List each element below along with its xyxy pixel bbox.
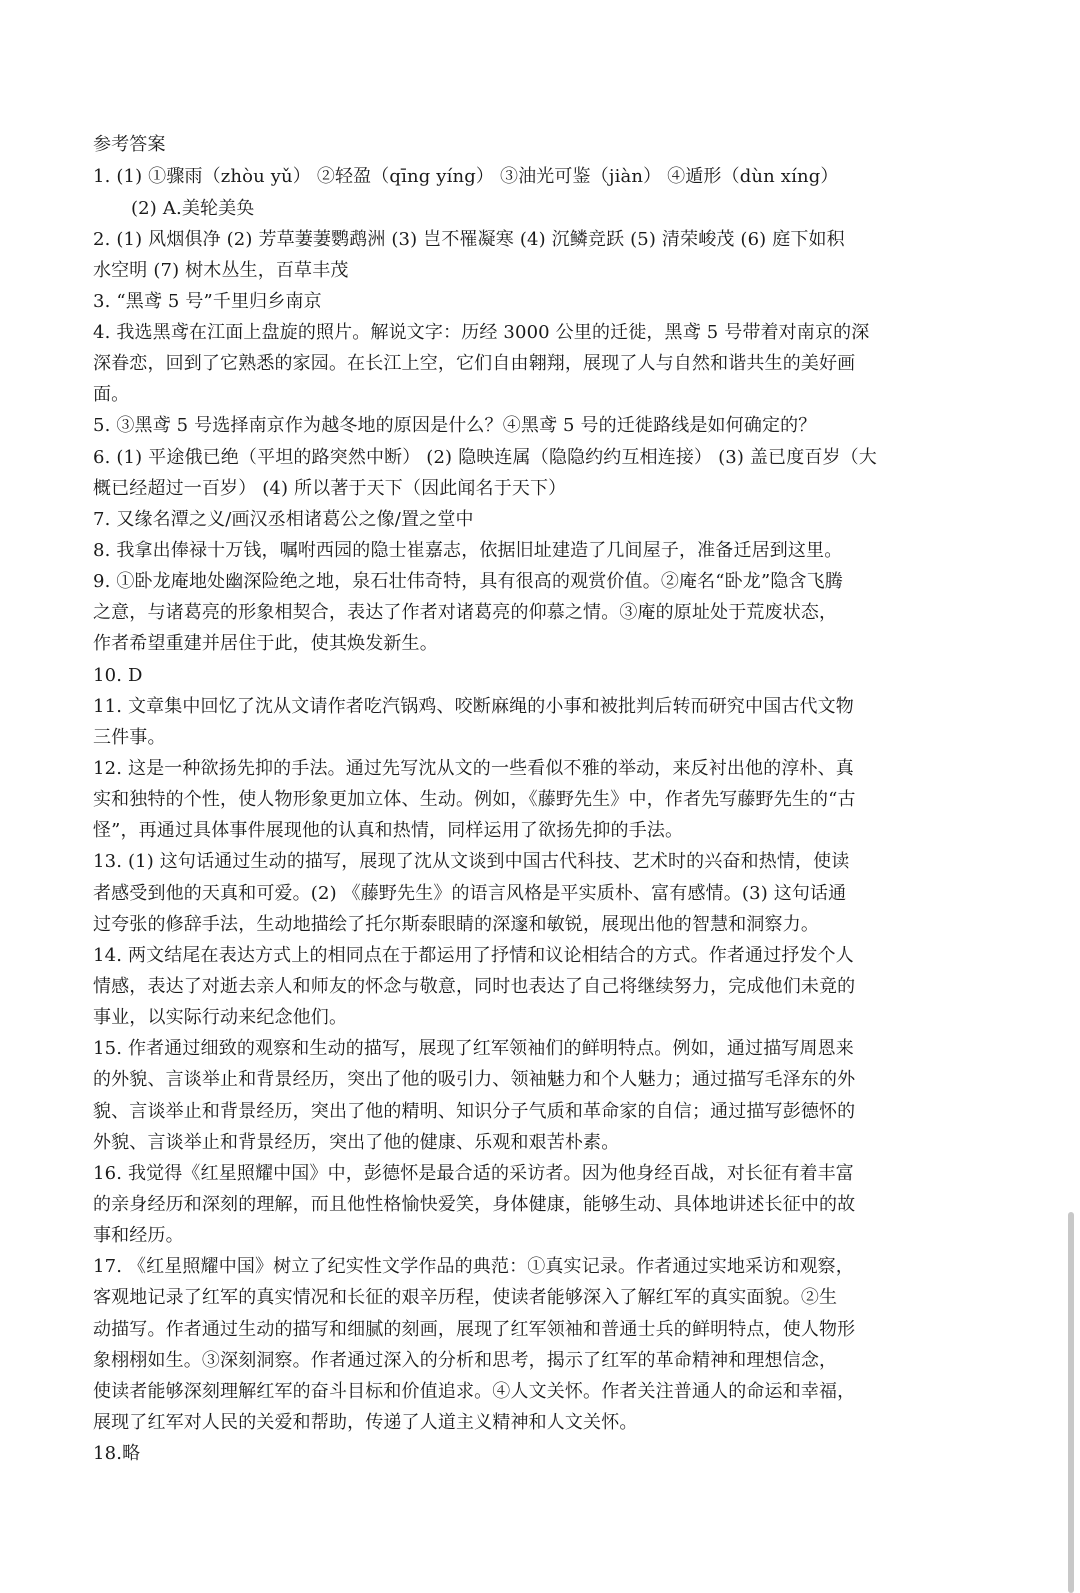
answer-line: (2) A.美轮美奂 [131, 198, 255, 219]
document-title: 参考答案 [93, 134, 166, 155]
answer-line: 的外貌、言谈举止和背景经历，突出了他的吸引力、领袖魅力和个人魅力；通过描写毛泽东的外 [93, 1069, 856, 1090]
answer-line: 动描写。作者通过生动的描写和细腻的刻画，展现了红军领袖和普通士兵的鲜明特点，使人物形 [93, 1319, 856, 1340]
answer-line: 14. 两文结尾在表达方式上的相同点在于都运用了抒情和议论相结合的方式。作者通过抒发个人 [93, 945, 854, 966]
answer-line: 使读者能够深刻理解红军的奋斗目标和价值追求。④人文关怀。作者关注普通人的命运和幸福， [93, 1381, 856, 1402]
answer-line: 15. 作者通过细致的观察和生动的描写，展现了红军领袖们的鲜明特点。例如，通过描写周恩来 [93, 1038, 854, 1059]
answer-line: 情感，表达了对逝去亲人和师友的怀念与敬意，同时也表达了自己将继续努力，完成他们未竟的 [93, 976, 856, 997]
answer-line: 象栩栩如生。③深刻洞察。作者通过深入的分析和思考，揭示了红军的革命精神和理想信念， [93, 1350, 838, 1371]
answer-line: 18.略 [93, 1443, 141, 1464]
answer-line: 2. (1) 风烟俱净 (2) 芳草萋萋鹦鹉洲 (3) 岂不罹凝寒 (4) 沉鳞竞跃 (5) 清荣峻茂 (6) 庭下如积 [93, 229, 845, 250]
answer-line: 17. 《红星照耀中国》树立了纪实性文学作品的典范：①真实记录。作者通过实地采访和观察， [93, 1256, 854, 1277]
answer-line: 深眷恋，回到了它熟悉的家园。在长江上空，它们自由翱翔，展现了人与自然和谐共生的美好画 [93, 353, 856, 374]
answer-line: 概已经超过一百岁） (4) 所以著于天下（因此闻名于天下） [93, 478, 567, 499]
answer-line: 8. 我拿出俸禄十万钱，嘱咐西园的隐士崔嘉志，依据旧址建造了几间屋子，准备迁居到这里。 [93, 540, 843, 561]
answer-line: 客观地记录了红军的真实情况和长征的艰辛历程，使读者能够深入了解红军的真实面貌。②生 [93, 1287, 838, 1308]
answer-line: 4. 我选黑鸢在江面上盘旋的照片。解说文字：历经 3000 公里的迁徙，黑鸢 5 号带着对南京的深 [93, 322, 870, 343]
answer-line: 1. (1) ①骤雨（zhòu yǔ） ②轻盈（qīng yíng） ③油光可鉴（jiàn） ④遁形（dùn xíng） [93, 166, 839, 187]
answer-line: 事业，以实际行动来纪念他们。 [93, 1007, 348, 1028]
answer-line: 16. 我觉得《红星照耀中国》中，彭德怀是最合适的采访者。因为他身经百战，对长征有着丰富 [93, 1163, 854, 1184]
answer-line: 12. 这是一种欲扬先抑的手法。通过先写沈从文的一些看似不雅的举动，来反衬出他的淳朴、真 [93, 758, 854, 779]
answer-line: 7. 又缘名潭之义/画汉丞相诸葛公之像/置之堂中 [93, 509, 474, 530]
answer-line: 11. 文章集中回忆了沈从文请作者吃汽锅鸡、咬断麻绳的小事和被批判后转而研究中国古代文物 [93, 696, 854, 717]
answer-line: 实和独特的个性，使人物形象更加立体、生动。例如，《藤野先生》中，作者先写藤野先生的“古 [93, 789, 856, 810]
answer-line: 三件事。 [93, 727, 166, 748]
answer-line: 事和经历。 [93, 1225, 184, 1246]
answer-line: 的亲身经历和深刻的理解，而且他性格愉快爱笑，身体健康，能够生动、具体地讲述长征中的故 [93, 1194, 856, 1215]
answer-line: 6. (1) 平途俄已绝（平坦的路突然中断） (2) 隐映连属（隐隐约约互相连接） (3) 盖已度百岁（大 [93, 447, 877, 468]
answer-line: 10. D [93, 665, 143, 686]
answer-line: 貌、言谈举止和背景经历，突出了他的精明、知识分子气质和革命家的自信；通过描写彭德怀的 [93, 1101, 856, 1122]
answer-line: 5. ③黑鸢 5 号选择南京作为越冬地的原因是什么？④黑鸢 5 号的迁徙路线是如何确定的？ [93, 415, 817, 436]
answer-line: 之意，与诸葛亮的形象相契合，表达了作者对诸葛亮的仰慕之情。③庵的原址处于荒废状态， [93, 602, 838, 623]
answer-line: 9. ①卧龙庵地处幽深险绝之地，泉石壮伟奇特，具有很高的观赏价值。②庵名“卧龙”隐含飞腾 [93, 571, 843, 592]
answer-line: 作者希望重建并居住于此，使其焕发新生。 [93, 633, 438, 654]
answer-line: 者感受到他的天真和可爱。(2) 《藤野先生》的语言风格是平实质朴、富有感情。(3) 这句话通 [93, 883, 847, 904]
answer-line: 水空明 (7) 树木丛生，百草丰茂 [93, 260, 349, 281]
answer-line: 3. “黑鸢 5 号”千里归乡南京 [93, 291, 322, 312]
answer-line: 面。 [93, 384, 130, 405]
answer-line: 展现了红军对人民的关爱和帮助，传递了人道主义精神和人文关怀。 [93, 1412, 638, 1433]
answer-line: 怪”，再通过具体事件展现他的认真和热情，同样运用了欲扬先抑的手法。 [93, 820, 684, 841]
answer-line: 过夸张的修辞手法，生动地描绘了托尔斯泰眼睛的深邃和敏锐，展现出他的智慧和洞察力。 [93, 914, 819, 935]
vertical-scrollbar[interactable] [1068, 1212, 1074, 1593]
answer-line: 外貌、言谈举止和背景经历，突出了他的健康、乐观和艰苦朴素。 [93, 1132, 620, 1153]
answer-line: 13. (1) 这句话通过生动的描写，展现了沈从文谈到中国古代科技、艺术时的兴奋和热情，使读 [93, 851, 850, 872]
